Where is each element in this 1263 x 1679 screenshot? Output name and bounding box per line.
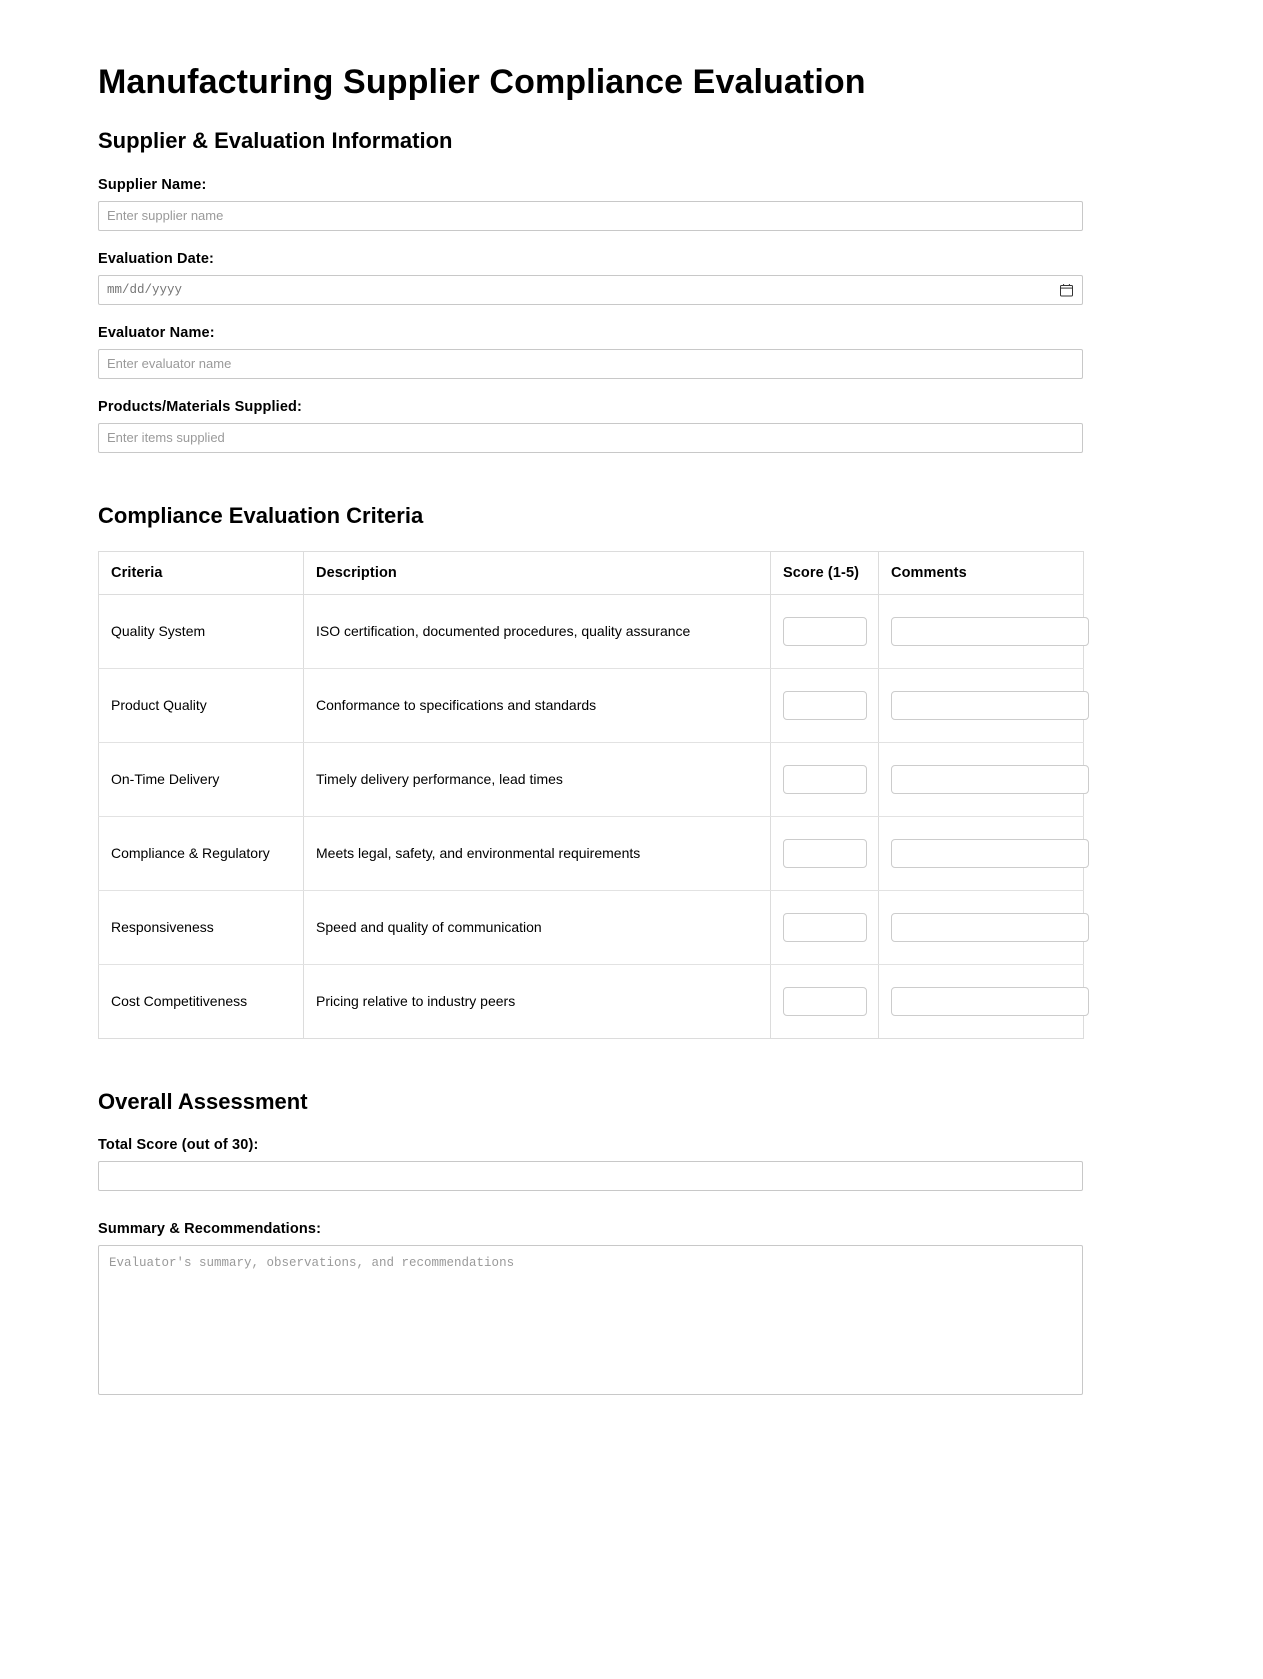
evaluator-name-input[interactable] (98, 349, 1083, 379)
comments-input-cost-competitiveness[interactable] (891, 987, 1089, 1016)
cell-score (771, 742, 879, 816)
cell-criteria: Product Quality (99, 668, 304, 742)
cell-comments (879, 668, 1084, 742)
summary-recommendations-label: Summary & Recommendations: (98, 1221, 322, 1238)
cell-score (771, 964, 879, 1038)
cell-criteria: On-Time Delivery (99, 742, 304, 816)
cell-description: Speed and quality of communication (304, 890, 771, 964)
cell-score (771, 594, 879, 668)
cell-criteria: Cost Competitiveness (99, 964, 304, 1038)
cell-criteria: Quality System (99, 594, 304, 668)
evaluation-date-label: Evaluation Date: (98, 250, 215, 267)
cell-description: Conformance to specifications and standards (304, 668, 771, 742)
column-header-criteria: Criteria (99, 551, 304, 594)
cell-description: Meets legal, safety, and environmental requirements (304, 816, 771, 890)
score-input-product-quality[interactable] (783, 691, 867, 720)
cell-criteria: Responsiveness (99, 890, 304, 964)
table-row (99, 668, 1084, 742)
compliance-criteria-table (98, 551, 1084, 1039)
cell-comments (879, 594, 1084, 668)
field-summary-recommendations (98, 1221, 1083, 1395)
cell-score (771, 816, 879, 890)
score-input-on-time-delivery[interactable] (783, 765, 867, 794)
table-row (99, 890, 1084, 964)
comments-input-compliance-regulatory[interactable] (891, 839, 1089, 868)
cell-comments (879, 964, 1084, 1038)
score-input-cost-competitiveness[interactable] (783, 987, 867, 1016)
cell-description: Pricing relative to industry peers (304, 964, 771, 1038)
products-supplied-input[interactable] (98, 423, 1083, 453)
cell-description: ISO certification, documented procedures, quality assurance (304, 594, 771, 668)
section-heading-supplier-information: Supplier & Evaluation Information (98, 128, 453, 154)
field-evaluator-name (98, 325, 1083, 379)
field-evaluation-date (98, 251, 1083, 305)
column-header-comments: Comments (879, 551, 1084, 594)
column-header-description: Description (304, 551, 771, 594)
evaluation-date-wrapper (98, 275, 1083, 305)
section-heading-compliance-criteria: Compliance Evaluation Criteria (98, 502, 424, 528)
cell-score (771, 890, 879, 964)
table-row (99, 742, 1084, 816)
comments-input-on-time-delivery[interactable] (891, 765, 1089, 794)
field-total-score (98, 1137, 1083, 1191)
supplier-name-label: Supplier Name: (98, 176, 207, 193)
score-input-quality-system[interactable] (783, 617, 867, 646)
cell-score (771, 668, 879, 742)
score-input-compliance-regulatory[interactable] (783, 839, 867, 868)
cell-comments (879, 890, 1084, 964)
table-body (99, 594, 1084, 1038)
evaluation-date-input[interactable] (98, 275, 1083, 305)
column-header-score: Score (1-5) (771, 551, 879, 594)
total-score-label: Total Score (out of 30): (98, 1137, 259, 1154)
cell-comments (879, 742, 1084, 816)
score-input-responsiveness[interactable] (783, 913, 867, 942)
total-score-input[interactable] (98, 1161, 1083, 1191)
cell-description: Timely delivery performance, lead times (304, 742, 771, 816)
table-row (99, 594, 1084, 668)
products-supplied-label: Products/Materials Supplied: (98, 398, 303, 415)
field-supplier-name (98, 177, 1083, 231)
table-row (99, 816, 1084, 890)
evaluator-name-label: Evaluator Name: (98, 324, 215, 341)
table-row (99, 964, 1084, 1038)
supplier-name-input[interactable] (98, 201, 1083, 231)
comments-input-responsiveness[interactable] (891, 913, 1089, 942)
summary-recommendations-textarea[interactable] (98, 1245, 1083, 1395)
cell-comments (879, 816, 1084, 890)
section-heading-overall-assessment: Overall Assessment (98, 1088, 308, 1114)
page-title: Manufacturing Supplier Compliance Evaluation (98, 63, 866, 101)
comments-input-product-quality[interactable] (891, 691, 1089, 720)
cell-criteria: Compliance & Regulatory (99, 816, 304, 890)
table-header (99, 551, 1084, 594)
field-products-supplied (98, 399, 1083, 453)
comments-input-quality-system[interactable] (891, 617, 1089, 646)
table-header-row (99, 551, 1084, 594)
